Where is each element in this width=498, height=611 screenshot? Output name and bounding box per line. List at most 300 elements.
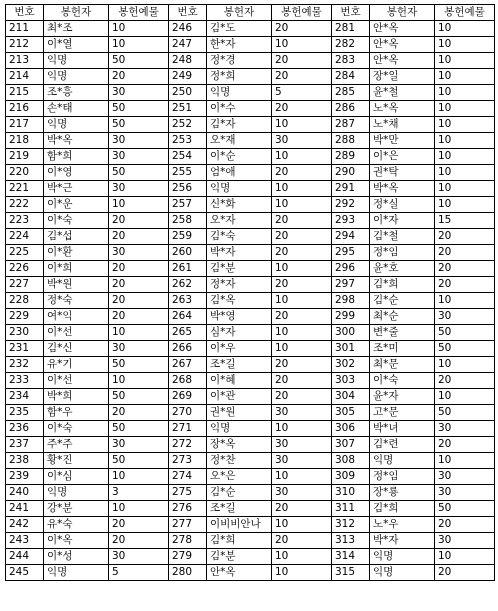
entry-number: 222 (6, 197, 44, 213)
donor-name: 김*희 (207, 533, 272, 549)
donor-name: 박*옥 (370, 181, 435, 197)
entry-number: 239 (6, 469, 44, 485)
entry-number: 301 (332, 341, 370, 357)
offering-amount: 20 (272, 165, 332, 181)
offering-amount: 10 (109, 37, 169, 53)
offering-amount: 10 (435, 37, 495, 53)
offering-amount: 50 (109, 389, 169, 405)
table-row (6, 37, 495, 53)
offering-amount: 50 (109, 101, 169, 117)
entry-number: 266 (169, 341, 207, 357)
entry-number: 290 (332, 165, 370, 181)
donor-name: 김*섭 (44, 229, 109, 245)
offering-amount: 30 (109, 245, 169, 261)
entry-number: 246 (169, 21, 207, 37)
column-header-number: 번호 (332, 5, 370, 21)
donor-name: 이*영 (44, 165, 109, 181)
donor-name: 정*숙 (44, 293, 109, 309)
offering-amount: 10 (435, 165, 495, 181)
donor-name: 이*성 (44, 549, 109, 565)
entry-number: 243 (6, 533, 44, 549)
donor-name: 이*숙 (44, 213, 109, 229)
offering-amount: 20 (272, 213, 332, 229)
entry-number: 279 (169, 549, 207, 565)
entry-number: 233 (6, 373, 44, 389)
offering-amount: 5 (272, 85, 332, 101)
donor-name: 고*문 (370, 405, 435, 421)
donor-name: 박*자 (207, 245, 272, 261)
entry-number: 234 (6, 389, 44, 405)
table-row (6, 517, 495, 533)
offering-amount: 20 (109, 309, 169, 325)
table-row (6, 501, 495, 517)
offering-amount: 10 (272, 197, 332, 213)
entry-number: 268 (169, 373, 207, 389)
donor-name: 신*화 (207, 197, 272, 213)
entry-number: 314 (332, 549, 370, 565)
entry-number: 220 (6, 165, 44, 181)
offering-amount: 10 (272, 341, 332, 357)
donor-name: 안*옥 (207, 565, 272, 581)
table-row (6, 565, 495, 581)
offering-amount: 50 (435, 325, 495, 341)
entry-number: 265 (169, 325, 207, 341)
entry-number: 291 (332, 181, 370, 197)
offering-amount: 20 (435, 245, 495, 261)
entry-number: 289 (332, 149, 370, 165)
offering-amount: 10 (435, 197, 495, 213)
entry-number: 310 (332, 485, 370, 501)
offering-amount: 20 (272, 357, 332, 373)
entry-number: 244 (6, 549, 44, 565)
donor-name: 정*실 (370, 197, 435, 213)
entry-number: 306 (332, 421, 370, 437)
donor-name: 안*옥 (370, 37, 435, 53)
entry-number: 305 (332, 405, 370, 421)
offering-amount: 20 (272, 309, 332, 325)
header-row (6, 5, 495, 21)
offering-amount: 20 (109, 405, 169, 421)
entry-number: 215 (6, 85, 44, 101)
offering-amount: 10 (272, 293, 332, 309)
offering-amount: 10 (272, 549, 332, 565)
table-row (6, 21, 495, 37)
donor-name: 최*조 (44, 21, 109, 37)
offering-amount: 10 (435, 181, 495, 197)
donor-name: 유*기 (44, 357, 109, 373)
offering-amount: 10 (435, 149, 495, 165)
entry-number: 285 (332, 85, 370, 101)
entry-number: 315 (332, 565, 370, 581)
donor-name: 윤*철 (370, 85, 435, 101)
donor-name: 최*문 (370, 357, 435, 373)
table-row (6, 437, 495, 453)
column-header-donor: 봉헌자 (44, 5, 109, 21)
donor-name: 변*줄 (370, 325, 435, 341)
entry-number: 260 (169, 245, 207, 261)
donor-name: 정*희 (207, 69, 272, 85)
donor-name: 이*자 (370, 213, 435, 229)
offering-amount: 30 (109, 149, 169, 165)
donor-name: 박*옥 (44, 133, 109, 149)
entry-number: 251 (169, 101, 207, 117)
entry-number: 254 (169, 149, 207, 165)
offering-amount: 30 (109, 133, 169, 149)
donor-name: 이*은 (370, 149, 435, 165)
donor-name: 이*환 (44, 245, 109, 261)
donor-name: 정*자 (207, 277, 272, 293)
table-row (6, 533, 495, 549)
donor-name: 이*희 (44, 261, 109, 277)
donor-name: 이*순 (207, 149, 272, 165)
table-row (6, 549, 495, 565)
donor-name: 정*찬 (207, 453, 272, 469)
offering-amount: 20 (272, 69, 332, 85)
offering-amount: 20 (435, 261, 495, 277)
entry-number: 213 (6, 53, 44, 69)
table-row (6, 469, 495, 485)
offering-amount: 10 (435, 357, 495, 373)
donor-name: 익명 (44, 565, 109, 581)
donor-name: 오*재 (207, 133, 272, 149)
entry-number: 240 (6, 485, 44, 501)
offering-amount: 10 (272, 565, 332, 581)
entry-number: 228 (6, 293, 44, 309)
entry-number: 256 (169, 181, 207, 197)
offering-amount: 10 (435, 101, 495, 117)
offering-amount: 5 (109, 565, 169, 581)
table-row (6, 181, 495, 197)
offering-amount: 20 (109, 69, 169, 85)
entry-number: 307 (332, 437, 370, 453)
donor-name: 이*선 (44, 373, 109, 389)
entry-number: 237 (6, 437, 44, 453)
donor-name: 박*녀 (370, 421, 435, 437)
column-header-donor: 봉헌자 (207, 5, 272, 21)
donor-name: 권*원 (207, 405, 272, 421)
column-header-donor: 봉헌자 (370, 5, 435, 21)
table-row (6, 277, 495, 293)
table-row (6, 229, 495, 245)
entry-number: 298 (332, 293, 370, 309)
offering-amount: 30 (109, 85, 169, 101)
entry-number: 273 (169, 453, 207, 469)
offering-amount: 20 (109, 533, 169, 549)
offering-amount: 20 (109, 293, 169, 309)
donor-name: 안*옥 (370, 21, 435, 37)
entry-number: 245 (6, 565, 44, 581)
offering-amount: 10 (109, 469, 169, 485)
donor-name: 한*자 (207, 37, 272, 53)
offering-amount: 30 (435, 533, 495, 549)
offering-amount: 20 (435, 373, 495, 389)
donor-name: 김*자 (207, 117, 272, 133)
offering-amount: 20 (272, 229, 332, 245)
table-row (6, 293, 495, 309)
offering-amount: 10 (272, 149, 332, 165)
donor-name: 김*옥 (207, 293, 272, 309)
entry-number: 231 (6, 341, 44, 357)
offering-amount: 10 (435, 69, 495, 85)
donor-name: 노*옥 (370, 101, 435, 117)
offering-amount: 15 (435, 213, 495, 229)
offering-amount: 20 (109, 213, 169, 229)
donor-name: 정*임 (370, 245, 435, 261)
donor-name: 김*련 (370, 437, 435, 453)
entry-number: 257 (169, 197, 207, 213)
donor-name: 황*진 (44, 453, 109, 469)
donor-name: 김*분 (207, 261, 272, 277)
table-row (6, 373, 495, 389)
offering-amount: 10 (435, 53, 495, 69)
table-row (6, 389, 495, 405)
entry-number: 295 (332, 245, 370, 261)
donor-name: 익명 (207, 85, 272, 101)
entry-number: 277 (169, 517, 207, 533)
donor-name: 익명 (44, 53, 109, 69)
table-row (6, 149, 495, 165)
entry-number: 264 (169, 309, 207, 325)
offering-amount: 3 (109, 485, 169, 501)
offering-amount: 50 (109, 453, 169, 469)
entry-number: 272 (169, 437, 207, 453)
donor-name: 조*길 (207, 501, 272, 517)
entry-number: 271 (169, 421, 207, 437)
entry-number: 270 (169, 405, 207, 421)
donor-name: 조*흥 (44, 85, 109, 101)
offering-amount: 30 (435, 309, 495, 325)
entry-number: 232 (6, 357, 44, 373)
entry-number: 217 (6, 117, 44, 133)
entry-number: 253 (169, 133, 207, 149)
donor-name: 조*미 (370, 341, 435, 357)
entry-number: 250 (169, 85, 207, 101)
table-row (6, 261, 495, 277)
entry-number: 218 (6, 133, 44, 149)
offering-amount: 30 (272, 453, 332, 469)
donor-name: 이*관 (207, 389, 272, 405)
donor-name: 강*분 (44, 501, 109, 517)
offering-amount: 20 (435, 229, 495, 245)
offering-amount: 50 (435, 501, 495, 517)
donor-name: 이*심 (44, 469, 109, 485)
donor-name: 이*혜 (207, 373, 272, 389)
offering-amount: 30 (109, 341, 169, 357)
table-row (6, 101, 495, 117)
offering-amount: 20 (435, 277, 495, 293)
offering-list (5, 4, 495, 581)
table-row (6, 165, 495, 181)
table-row (6, 69, 495, 85)
donor-name: 박*자 (370, 533, 435, 549)
offering-amount: 30 (435, 485, 495, 501)
offering-amount: 30 (109, 437, 169, 453)
donor-name: 엄*애 (207, 165, 272, 181)
donor-name: 오*은 (207, 469, 272, 485)
table-row (6, 213, 495, 229)
entry-number: 297 (332, 277, 370, 293)
donor-name: 익명 (370, 549, 435, 565)
entry-number: 303 (332, 373, 370, 389)
donor-name: 함*우 (44, 405, 109, 421)
column-header-offering: 봉헌예물 (272, 5, 332, 21)
donor-name: 최*순 (370, 309, 435, 325)
offering-amount: 20 (272, 101, 332, 117)
entry-number: 219 (6, 149, 44, 165)
offering-amount: 10 (435, 389, 495, 405)
entry-number: 248 (169, 53, 207, 69)
entry-number: 313 (332, 533, 370, 549)
offering-amount: 10 (272, 181, 332, 197)
offering-amount: 20 (109, 277, 169, 293)
donor-name: 함*희 (44, 149, 109, 165)
entry-number: 212 (6, 37, 44, 53)
donor-name: 박*근 (44, 181, 109, 197)
donor-name: 김*희 (370, 501, 435, 517)
offering-amount: 10 (435, 133, 495, 149)
entry-number: 284 (332, 69, 370, 85)
donor-name: 익명 (370, 453, 435, 469)
donor-name: 김*철 (370, 229, 435, 245)
offering-amount: 10 (272, 517, 332, 533)
offering-amount: 10 (272, 421, 332, 437)
table-row (6, 357, 495, 373)
offering-amount: 50 (109, 117, 169, 133)
donor-name: 유*숙 (44, 517, 109, 533)
table-row (6, 309, 495, 325)
entry-number: 299 (332, 309, 370, 325)
offering-table (5, 4, 495, 581)
entry-number: 282 (332, 37, 370, 53)
table-row (6, 485, 495, 501)
entry-number: 287 (332, 117, 370, 133)
column-header-offering: 봉헌예물 (435, 5, 495, 21)
donor-name: 익명 (207, 181, 272, 197)
offering-amount: 10 (109, 501, 169, 517)
donor-name: 오*자 (207, 213, 272, 229)
entry-number: 283 (332, 53, 370, 69)
entry-number: 252 (169, 117, 207, 133)
offering-amount: 20 (435, 437, 495, 453)
entry-number: 214 (6, 69, 44, 85)
column-header-number: 번호 (6, 5, 44, 21)
donor-name: 노*우 (370, 517, 435, 533)
entry-number: 241 (6, 501, 44, 517)
offering-amount: 10 (435, 453, 495, 469)
donor-name: 주*주 (44, 437, 109, 453)
offering-amount: 10 (435, 549, 495, 565)
entry-number: 288 (332, 133, 370, 149)
entry-number: 274 (169, 469, 207, 485)
entry-number: 311 (332, 501, 370, 517)
entry-number: 308 (332, 453, 370, 469)
donor-name: 이*숙 (44, 421, 109, 437)
entry-number: 262 (169, 277, 207, 293)
offering-amount: 20 (435, 565, 495, 581)
entry-number: 230 (6, 325, 44, 341)
offering-amount: 10 (435, 85, 495, 101)
donor-name: 장*룡 (370, 485, 435, 501)
donor-name: 박*희 (44, 389, 109, 405)
table-row (6, 453, 495, 469)
entry-number: 263 (169, 293, 207, 309)
donor-name: 정*경 (207, 53, 272, 69)
donor-name: 박*원 (44, 277, 109, 293)
offering-amount: 50 (109, 421, 169, 437)
entry-number: 296 (332, 261, 370, 277)
donor-name: 윤*자 (370, 389, 435, 405)
donor-name: 이*옥 (44, 533, 109, 549)
offering-amount: 10 (109, 21, 169, 37)
donor-name: 이*수 (207, 101, 272, 117)
entry-number: 286 (332, 101, 370, 117)
offering-amount: 30 (272, 485, 332, 501)
donor-name: 익명 (370, 565, 435, 581)
offering-amount: 10 (109, 373, 169, 389)
donor-name: 조*길 (207, 357, 272, 373)
donor-name: 여*익 (44, 309, 109, 325)
offering-amount: 10 (109, 197, 169, 213)
table-row (6, 85, 495, 101)
offering-amount: 20 (272, 533, 332, 549)
offering-amount: 30 (109, 549, 169, 565)
column-header-number: 번호 (169, 5, 207, 21)
offering-amount: 30 (272, 437, 332, 453)
donor-name: 이*열 (44, 37, 109, 53)
table-row (6, 325, 495, 341)
entry-number: 225 (6, 245, 44, 261)
table-row (6, 117, 495, 133)
donor-name: 익명 (207, 421, 272, 437)
offering-amount: 20 (272, 245, 332, 261)
entry-number: 242 (6, 517, 44, 533)
entry-number: 223 (6, 213, 44, 229)
entry-number: 294 (332, 229, 370, 245)
table-row (6, 405, 495, 421)
entry-number: 224 (6, 229, 44, 245)
offering-amount: 20 (272, 373, 332, 389)
offering-amount: 50 (109, 357, 169, 373)
offering-amount: 20 (435, 517, 495, 533)
offering-amount: 20 (109, 261, 169, 277)
donor-name: 장*일 (370, 69, 435, 85)
offering-amount: 10 (435, 117, 495, 133)
offering-amount: 20 (109, 517, 169, 533)
offering-amount: 20 (272, 21, 332, 37)
donor-name: 심*자 (207, 325, 272, 341)
entry-number: 280 (169, 565, 207, 581)
offering-amount: 10 (435, 21, 495, 37)
entry-number: 300 (332, 325, 370, 341)
entry-number: 211 (6, 21, 44, 37)
offering-amount: 20 (272, 277, 332, 293)
table-row (6, 133, 495, 149)
entry-number: 229 (6, 309, 44, 325)
offering-amount: 10 (272, 117, 332, 133)
donor-name: 익명 (44, 69, 109, 85)
donor-name: 이*숙 (370, 373, 435, 389)
offering-amount: 10 (272, 261, 332, 277)
offering-amount: 20 (272, 389, 332, 405)
donor-name: 노*채 (370, 117, 435, 133)
entry-number: 226 (6, 261, 44, 277)
column-header-offering: 봉헌예물 (109, 5, 169, 21)
entry-number: 235 (6, 405, 44, 421)
entry-number: 249 (169, 69, 207, 85)
entry-number: 292 (332, 197, 370, 213)
offering-amount: 30 (272, 133, 332, 149)
entry-number: 261 (169, 261, 207, 277)
